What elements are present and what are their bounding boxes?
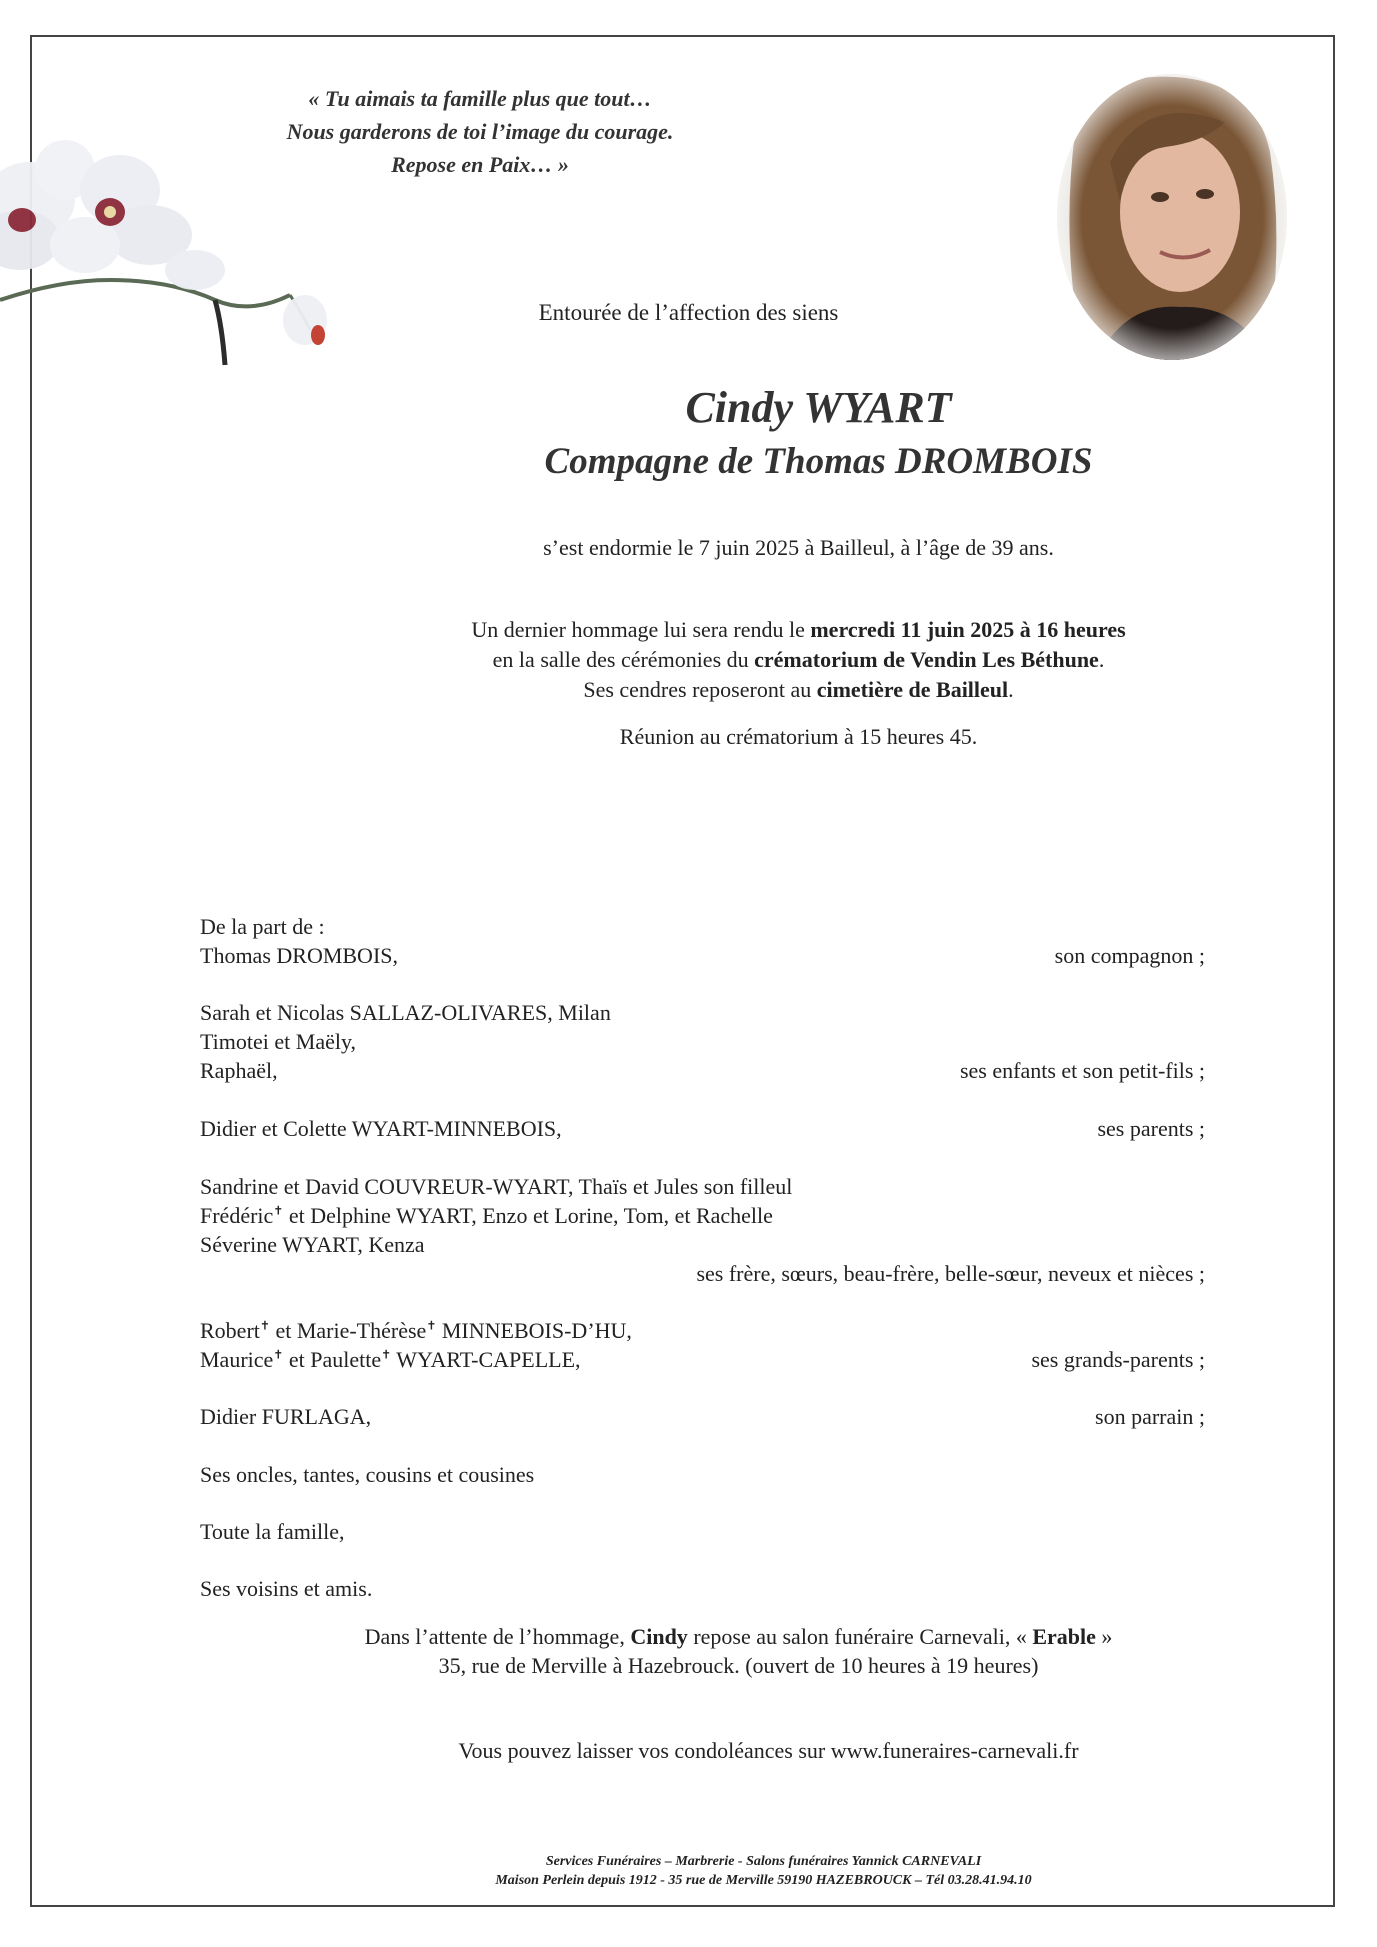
family-parrain [200,1402,1205,1431]
family-grands-parents [200,1316,1205,1374]
family-fratrie [200,1172,1205,1288]
family-member-name: Robert✝ et Marie-Thérèse✝ MINNEBOIS-D’HU, [200,1318,632,1343]
cross-icon: ✝ [273,1203,284,1218]
family-relation: ses enfants et son petit-fils ; [959,1058,1205,1083]
family-parents [200,1114,1205,1143]
reunion-notice: Réunion au crématorium à 15 heures 45. [619,724,978,749]
footer-line-2: Maison Perlein depuis 1912 - 35 rue de Merville 59190 HAZEBROUCK – Tél 03.28.41.94.10 [495,1873,1032,1888]
family-relation: son compagnon ; [1054,943,1205,968]
family-enfants [200,998,1205,1085]
death-notice: s’est endormie le 7 juin 2025 à Bailleul, à l’âge de 39 ans. [543,535,1054,560]
family-member-name: Sandrine et David COUVREUR-WYART, Thaïs et Jules son filleul [200,1174,793,1199]
family-member-name: Maurice✝ et Paulette✝ WYART-CAPELLE, [200,1347,581,1372]
tribute-announcement [110,615,1377,705]
family-member-name: Séverine WYART, Kenza [200,1232,425,1257]
quote-line-1: « Tu aimais ta famille plus que tout… [308,86,652,111]
family-member-name: Timotei et Maëly, [200,1029,357,1054]
quote-line-2: Nous garderons de toi l’image du courage. [286,119,674,144]
family-oncles: Ses oncles, tantes, cousins et cousines [200,1462,535,1487]
tribute-line-2: en la salle des cérémonies du crématorium de Vendin Les Béthune. [492,647,1105,672]
deceased-subtitle: Compagne de Thomas DROMBOIS [544,441,1093,482]
family-voisins: Ses voisins et amis. [200,1576,373,1601]
intro-text: Entourée de l’affection des siens [538,300,839,325]
memorial-quote [220,82,740,181]
closing-notice [50,1622,1377,1680]
condolences-link-text: Vous pouvez laisser vos condoléances sur www.funeraires-carnevali.fr [458,1738,1079,1763]
cross-icon: ✝ [426,1318,437,1333]
family-relation: ses parents ; [1097,1116,1205,1141]
family-member-name: Frédéric✝ et Delphine WYART, Enzo et Lorine, Tom, et Rachelle [200,1203,773,1228]
quote-line-3: Repose en Paix… » [391,152,569,177]
cross-icon: ✝ [381,1347,392,1362]
deceased-name: Cindy WYART [685,383,952,432]
cross-icon: ✝ [259,1318,270,1333]
footer-line-1: Services Funéraires – Marbrerie - Salons funéraires Yannick CARNEVALI [545,1854,982,1869]
family-member-name: Didier et Colette WYART-MINNEBOIS, [200,1116,562,1141]
family-member-name: Raphaël, [200,1058,278,1083]
family-relation: son parrain ; [1095,1404,1205,1429]
family-relation: ses grands-parents ; [1031,1347,1205,1372]
closing-line-1: Dans l’attente de l’hommage, Cindy repose au salon funéraire Carnevali, « Erable » [364,1624,1113,1649]
family-relation: ses frère, sœurs, beau-frère, belle-sœur, neveux et nièces ; [696,1261,1205,1286]
family-member-name: Didier FURLAGA, [200,1404,372,1429]
family-compagnon [200,941,1205,970]
family-famille: Toute la famille, [200,1519,345,1544]
cross-icon: ✝ [273,1347,284,1362]
family-member-name: Sarah et Nicolas SALLAZ-OLIVARES, Milan [200,1000,611,1025]
closing-line-2: 35, rue de Merville à Hazebrouck. (ouvert de 10 heures à 19 heures) [438,1653,1039,1678]
family-heading: De la part de : [200,914,325,939]
tribute-line-1: Un dernier hommage lui sera rendu le mercredi 11 juin 2025 à 16 heures [471,617,1126,642]
family-member-name: Thomas DROMBOIS, [200,943,399,968]
footer [75,1852,1377,1890]
tribute-line-3: Ses cendres reposeront au cimetière de Bailleul. [583,677,1014,702]
